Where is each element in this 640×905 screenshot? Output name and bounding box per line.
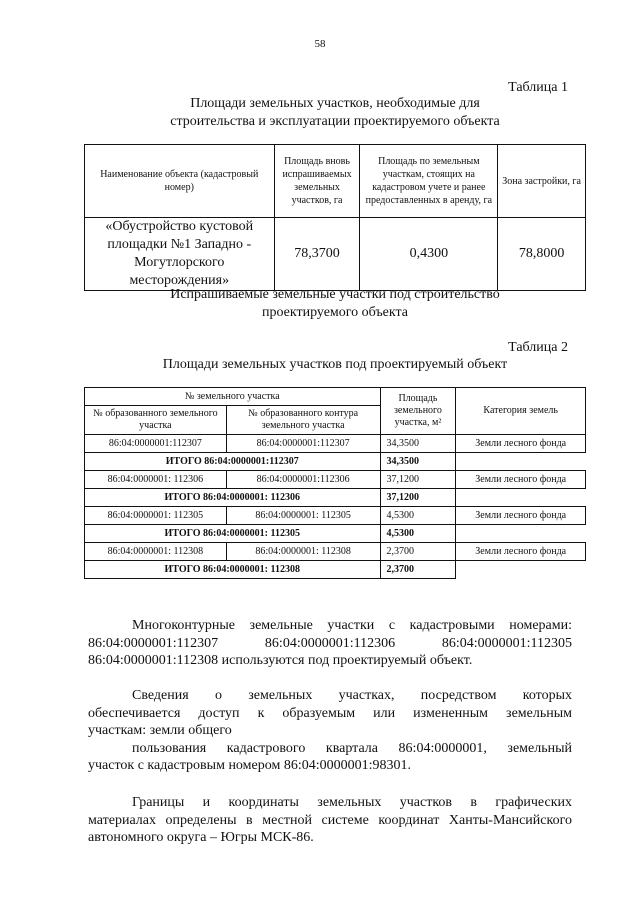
table1-title	[84, 95, 586, 131]
category-cell: Земли лесного фонда	[456, 435, 586, 453]
parcel-cell: 86:04:0000001: 112308	[85, 543, 227, 561]
paragraph3-line1: Границы и координаты земельных участков в графических	[132, 795, 572, 810]
parcels-table	[84, 387, 586, 579]
total-row	[85, 561, 586, 579]
parcel-cell: 86:04:0000001: 112306	[85, 471, 227, 489]
paragraph1-line1: Многоконтурные земельные участки с кадастровыми номерами:	[132, 618, 572, 633]
table1-title-line1: Площади земельных участков, необходимые для	[190, 96, 480, 111]
land-area-table	[84, 144, 586, 291]
total-label: ИТОГО 86:04:0000001: 112306	[85, 489, 381, 507]
header-parcel-no: № образованного земельного участка	[85, 406, 227, 435]
paragraph2-line3: участкам: земли общего	[88, 723, 232, 738]
area-cell: 4,5300	[380, 507, 456, 525]
total-label: ИТОГО 86:04:0000001:112307	[85, 453, 381, 471]
object-name-cell: «Обустройство кустовой площадки №1 Западно - Могутлорского месторождения»	[85, 218, 275, 291]
parcel-cell: 86:04:0000001: 112305	[85, 507, 227, 525]
section-title	[84, 286, 586, 322]
table-row	[85, 218, 586, 291]
table2-title: Площади земельных участков под проектируемый объект	[162, 357, 508, 372]
paragraph1-line3: 86:04:0000001:112308 используются под проектируемый объект.	[88, 653, 473, 668]
table2-header-row	[85, 388, 586, 406]
new-area-cell: 78,3700	[274, 218, 360, 291]
contour-cell: 86:04:0000001:112307	[226, 435, 380, 453]
header-new-area: Площадь вновь испрашиваемых земельных участков, га	[274, 145, 360, 218]
total-area: 34,3500	[380, 453, 456, 471]
paragraph-access	[88, 687, 572, 775]
contour-cell: 86:04:0000001:112306	[226, 471, 380, 489]
area-cell: 37,1200	[380, 471, 456, 489]
page-number: 58	[314, 38, 326, 50]
area-cell: 2,3700	[380, 543, 456, 561]
paragraph2-line4: пользования кадастрового квартала 86:04:0000001, земельный	[132, 740, 572, 756]
empty-cell	[456, 561, 586, 579]
header-contour-no: № образованного контура земельного участка	[226, 406, 380, 435]
total-label: ИТОГО 86:04:0000001: 112308	[85, 561, 381, 579]
header-area: Площадь земельного участка, м²	[380, 388, 456, 435]
paragraph2-line5: участок с кадастровым номером 86:04:0000001:98301.	[88, 758, 411, 773]
category-cell: Земли лесного фонда	[456, 471, 586, 489]
table-row	[85, 435, 586, 453]
existing-area-cell: 0,4300	[360, 218, 498, 291]
table1-title-line2: строительства и эксплуатации проектируемого объекта	[170, 114, 500, 129]
empty-cell	[456, 489, 586, 507]
header-object-name: Наименование объекта (кадастровый номер)	[85, 145, 275, 218]
total-area: 37,1200	[380, 489, 456, 507]
paragraph2-line1: Сведения о земельных участках, посредством которых	[132, 688, 572, 703]
paragraph2-line2: обеспечивается доступ к образуемым или измененным земельным	[88, 705, 572, 721]
category-cell: Земли лесного фонда	[456, 543, 586, 561]
category-cell: Земли лесного фонда	[456, 507, 586, 525]
table2-label: Таблица 2	[508, 340, 568, 355]
table-row	[85, 507, 586, 525]
total-label: ИТОГО 86:04:0000001: 112305	[85, 525, 381, 543]
table-row	[85, 471, 586, 489]
total-row	[85, 453, 586, 471]
total-area: 4,5300	[380, 525, 456, 543]
header-zone: Зона застройки, га	[498, 145, 586, 218]
paragraph1-line2: 86:04:0000001:112307 86:04:0000001:112306 86:04:0000001:112305	[88, 635, 572, 651]
table-row	[85, 543, 586, 561]
header-parcel-group: № земельного участка	[85, 388, 381, 406]
total-row	[85, 489, 586, 507]
paragraph-multicontour	[88, 617, 572, 670]
table1-header-row	[85, 145, 586, 218]
section-title-line1: Испрашиваемые земельные участки под строительство	[170, 287, 500, 302]
header-category: Категория земель	[456, 388, 586, 435]
empty-cell	[456, 453, 586, 471]
paragraph3-line3: автономного округа – Югры МСК-86.	[88, 830, 314, 845]
contour-cell: 86:04:0000001: 112308	[226, 543, 380, 561]
section-title-line2: проектируемого объекта	[261, 305, 409, 320]
table1-label: Таблица 1	[508, 80, 568, 95]
paragraph-boundaries	[88, 794, 572, 847]
empty-cell	[456, 525, 586, 543]
parcel-cell: 86:04:0000001:112307	[85, 435, 227, 453]
paragraph3-line2: материалах определены в местной системе координат Ханты-Мансийского	[88, 812, 572, 828]
total-row	[85, 525, 586, 543]
total-area: 2,3700	[380, 561, 456, 579]
zone-cell: 78,8000	[498, 218, 586, 291]
area-cell: 34,3500	[380, 435, 456, 453]
header-existing-area: Площадь по земельным участкам, стоящих на кадастровом учете и ранее предоставленных в аренду, га	[360, 145, 498, 218]
contour-cell: 86:04:0000001: 112305	[226, 507, 380, 525]
